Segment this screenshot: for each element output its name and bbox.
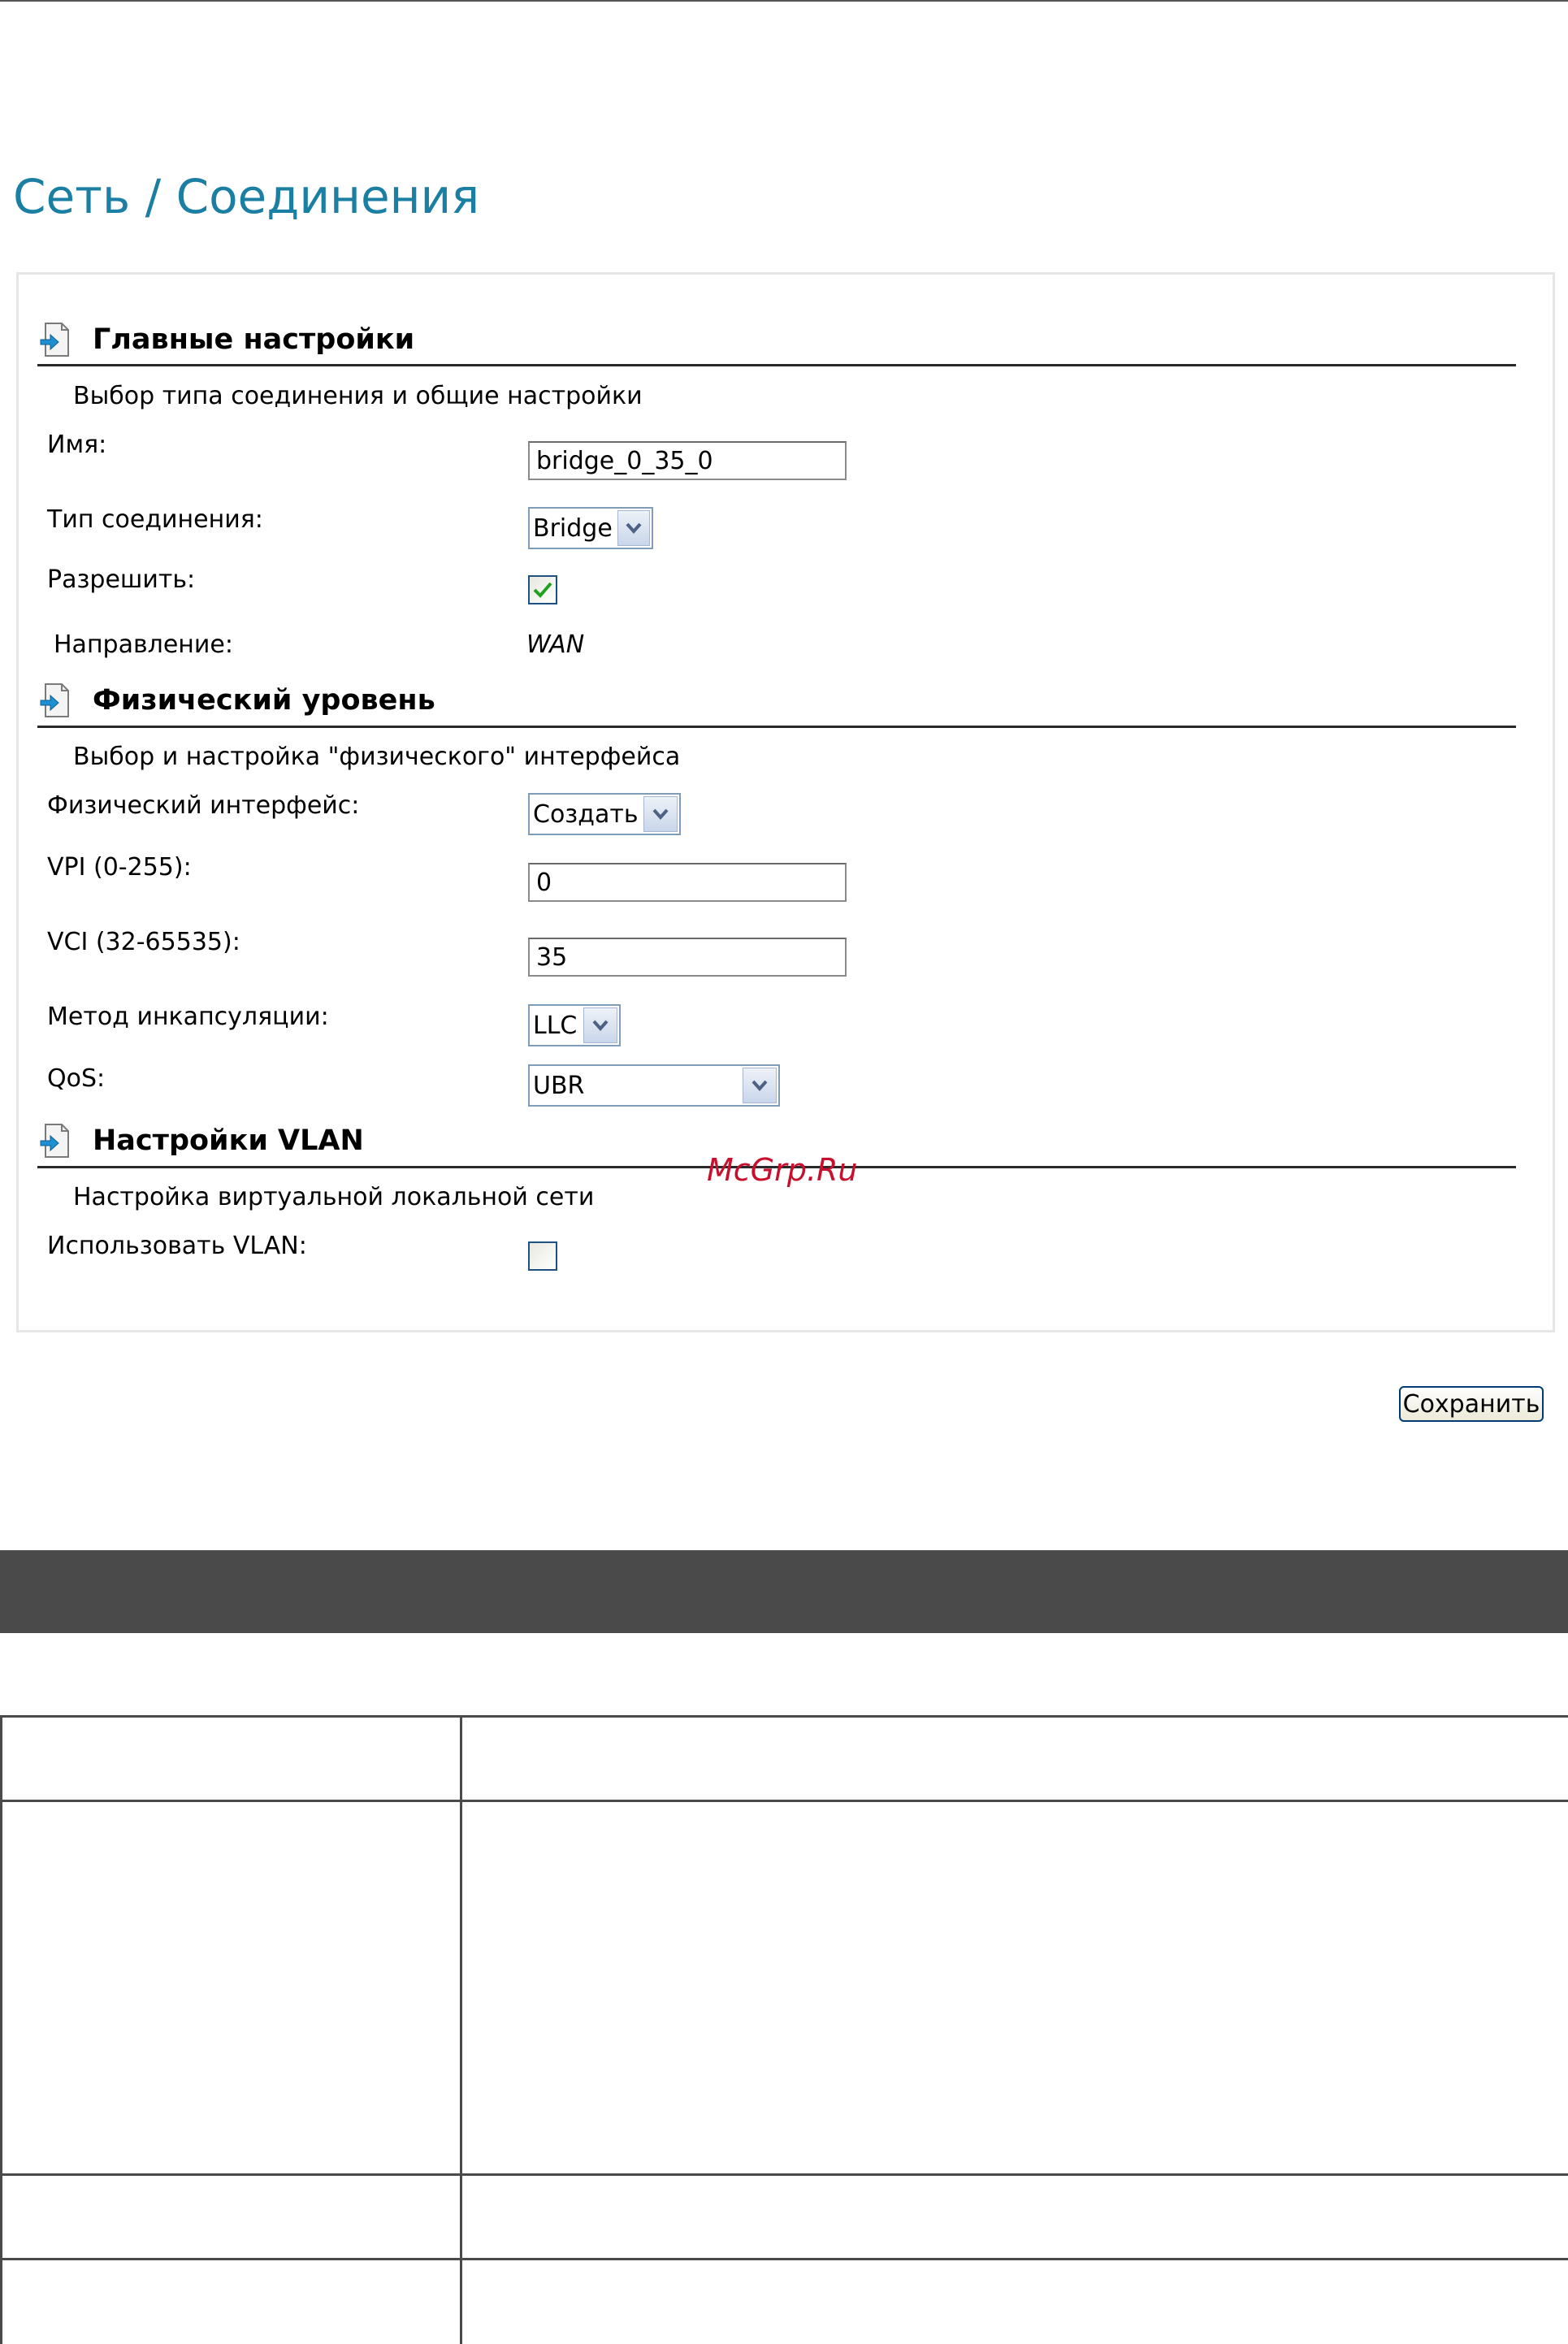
vci-label: VCI (32-65535): — [47, 928, 240, 956]
checkmark-icon — [532, 580, 553, 600]
table-row — [0, 2260, 1568, 2344]
direction-value: WAN — [526, 630, 585, 659]
save-button[interactable]: Сохранить — [1399, 1386, 1544, 1422]
chevron-down-icon[interactable] — [743, 1068, 777, 1103]
table-cell — [2, 1802, 462, 2173]
document-arrow-icon — [39, 1123, 71, 1159]
section-main-title: Главные настройки — [93, 323, 415, 356]
encap-value: LLC — [533, 1012, 578, 1040]
table-cell — [2, 2176, 462, 2258]
name-label: Имя: — [47, 431, 107, 459]
conn-type-value: Bridge — [533, 514, 613, 543]
table-row — [0, 1802, 1568, 2176]
table-row — [0, 2176, 1568, 2260]
iface-value: Создать — [533, 800, 639, 829]
use-vlan-label: Использовать VLAN: — [47, 1232, 307, 1260]
section-vlan-header — [39, 1123, 364, 1159]
table-header — [0, 1550, 1568, 1633]
vpi-input[interactable]: 0 — [528, 863, 847, 902]
section-physical-divider — [37, 726, 1516, 728]
table-row — [0, 1633, 1568, 1718]
enable-label: Разрешить: — [47, 565, 196, 594]
section-vlan-title: Настройки VLAN — [93, 1124, 364, 1157]
enable-checkbox[interactable] — [528, 575, 557, 604]
conn-type-label: Тип соединения: — [47, 505, 263, 534]
qos-select[interactable] — [528, 1064, 780, 1107]
document-arrow-icon — [39, 682, 71, 718]
iface-label: Физический интерфейс: — [47, 791, 360, 820]
encap-select[interactable] — [528, 1004, 621, 1046]
section-vlan-description: Настройка виртуальной локальной сети — [73, 1183, 595, 1211]
encap-label: Метод инкапсуляции: — [47, 1003, 329, 1031]
page-title: Сеть / Соединения — [13, 169, 480, 224]
chevron-down-icon[interactable] — [583, 1007, 617, 1043]
vci-input[interactable]: 35 — [528, 938, 847, 977]
section-physical-header — [39, 682, 435, 718]
chevron-down-icon[interactable] — [617, 510, 650, 546]
table-cell — [2, 1718, 462, 1800]
section-main-description: Выбор типа соединения и общие настройки — [73, 382, 643, 410]
table-cell — [2, 2260, 462, 2344]
table-row — [0, 1718, 1568, 1802]
name-input[interactable]: bridge_0_35_0 — [528, 441, 847, 480]
conn-type-select[interactable] — [528, 507, 653, 549]
section-physical-description: Выбор и настройка "физического" интерфейса — [73, 743, 681, 771]
vpi-label: VPI (0-255): — [47, 853, 192, 882]
qos-value: UBR — [533, 1072, 585, 1100]
iface-select[interactable] — [528, 793, 681, 835]
qos-label: QoS: — [47, 1064, 106, 1093]
use-vlan-checkbox[interactable] — [528, 1241, 557, 1271]
document-arrow-icon — [39, 322, 71, 357]
chevron-down-icon[interactable] — [643, 796, 678, 832]
section-physical-title: Физический уровень — [93, 684, 435, 717]
section-main-divider — [37, 364, 1516, 366]
section-main-header — [39, 322, 414, 357]
watermark: McGrp.Ru — [707, 1152, 858, 1188]
top-border — [0, 0, 1568, 2]
direction-label: Направление: — [54, 630, 233, 659]
